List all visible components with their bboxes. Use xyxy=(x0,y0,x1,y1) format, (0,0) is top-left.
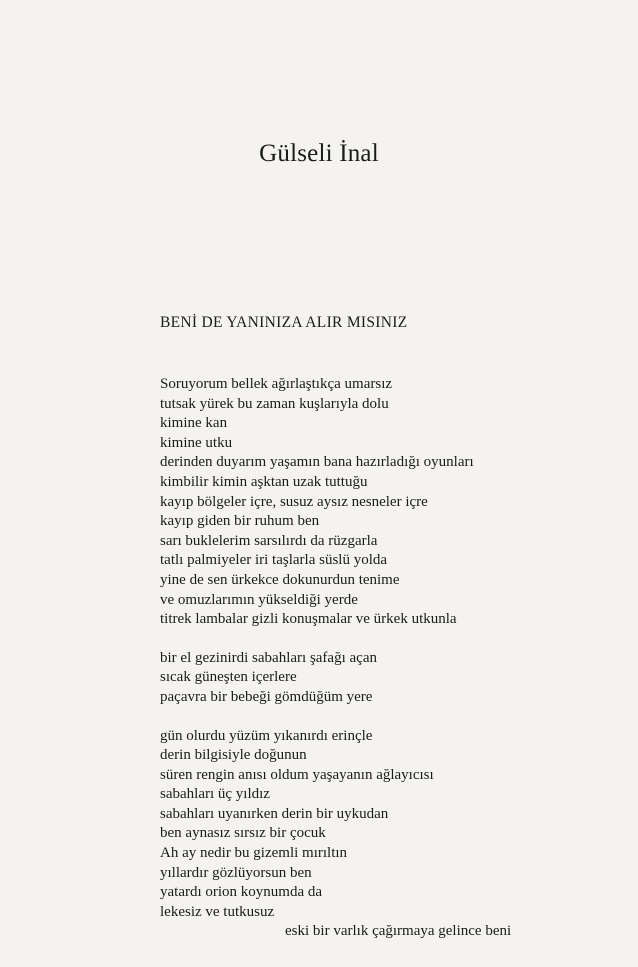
poem-line: sabahları uyanırken derin bir uykudan xyxy=(160,805,389,822)
poem-line: yatardı orion koynumda da xyxy=(160,884,323,901)
poem-line: ben aynasız sırsız bir çocuk xyxy=(160,825,326,842)
poem-title: BENİ DE YANINIZA ALIR MISINIZ xyxy=(160,314,408,331)
poem-line: Ah ay nedir bu gizemli mırıltın xyxy=(160,845,348,862)
poem-line: yıllardır gözlüyorsun ben xyxy=(160,864,312,881)
poem-line: lekesiz ve tutkusuz xyxy=(160,903,275,920)
poem-line: ve omuzlarımın yükseldiği yerde xyxy=(160,591,358,608)
poem-line: sabahları üç yıldız xyxy=(160,786,270,803)
poem-line: sarı buklelerim sarsılırdı da rüzgarla xyxy=(160,532,378,549)
stanza-3 xyxy=(160,727,560,943)
poem-line-indented: eski bir varlık çağırmaya gelince beni xyxy=(285,923,512,940)
poem-line: sıcak güneşten içerlere xyxy=(160,669,297,686)
poem-line: bir el gezinirdi sabahları şafağı açan xyxy=(160,649,377,666)
poem-body xyxy=(160,375,560,961)
poem-line: gün olurdu yüzüm yıkanırdı erinçle xyxy=(160,727,373,744)
poem-line: derinden duyarım yaşamın bana hazırladığı oyunları xyxy=(160,454,474,471)
poem-line: paçavra bir bebeği gömdüğüm yere xyxy=(160,688,373,705)
poem-line: derin bilgisiyle doğunun xyxy=(160,747,307,764)
poem-line: kimbilir kimin aşktan uzak tuttuğu xyxy=(160,473,368,490)
poem-line: tatlı palmiyeler iri taşlarla süslü yolda xyxy=(160,552,388,569)
poem-line: tutsak yürek bu zaman kuşlarıyla dolu xyxy=(160,395,389,412)
poem-line: süren rengin anısı oldum yaşayanın ağlayıcısı xyxy=(160,766,434,783)
poem-line: Soruyorum bellek ağırlaştıkça umarsız xyxy=(160,376,393,392)
poem-line: kimine kan xyxy=(160,415,228,432)
poem-line: kayıp bölgeler içre, susuz aysız nesneler içre xyxy=(160,493,428,510)
author-name: Gülseli İnal xyxy=(259,140,379,167)
stanza-1 xyxy=(160,375,560,630)
poem-line: yine de sen ürkekce dokunurdun tenime xyxy=(160,571,400,588)
poem-line: kayıp giden bir ruhum ben xyxy=(160,513,320,530)
stanza-2 xyxy=(160,649,560,708)
poem-line: titrek lambalar gizli konuşmalar ve ürkek utkunla xyxy=(160,611,457,628)
poem-line: kimine utku xyxy=(160,434,233,451)
